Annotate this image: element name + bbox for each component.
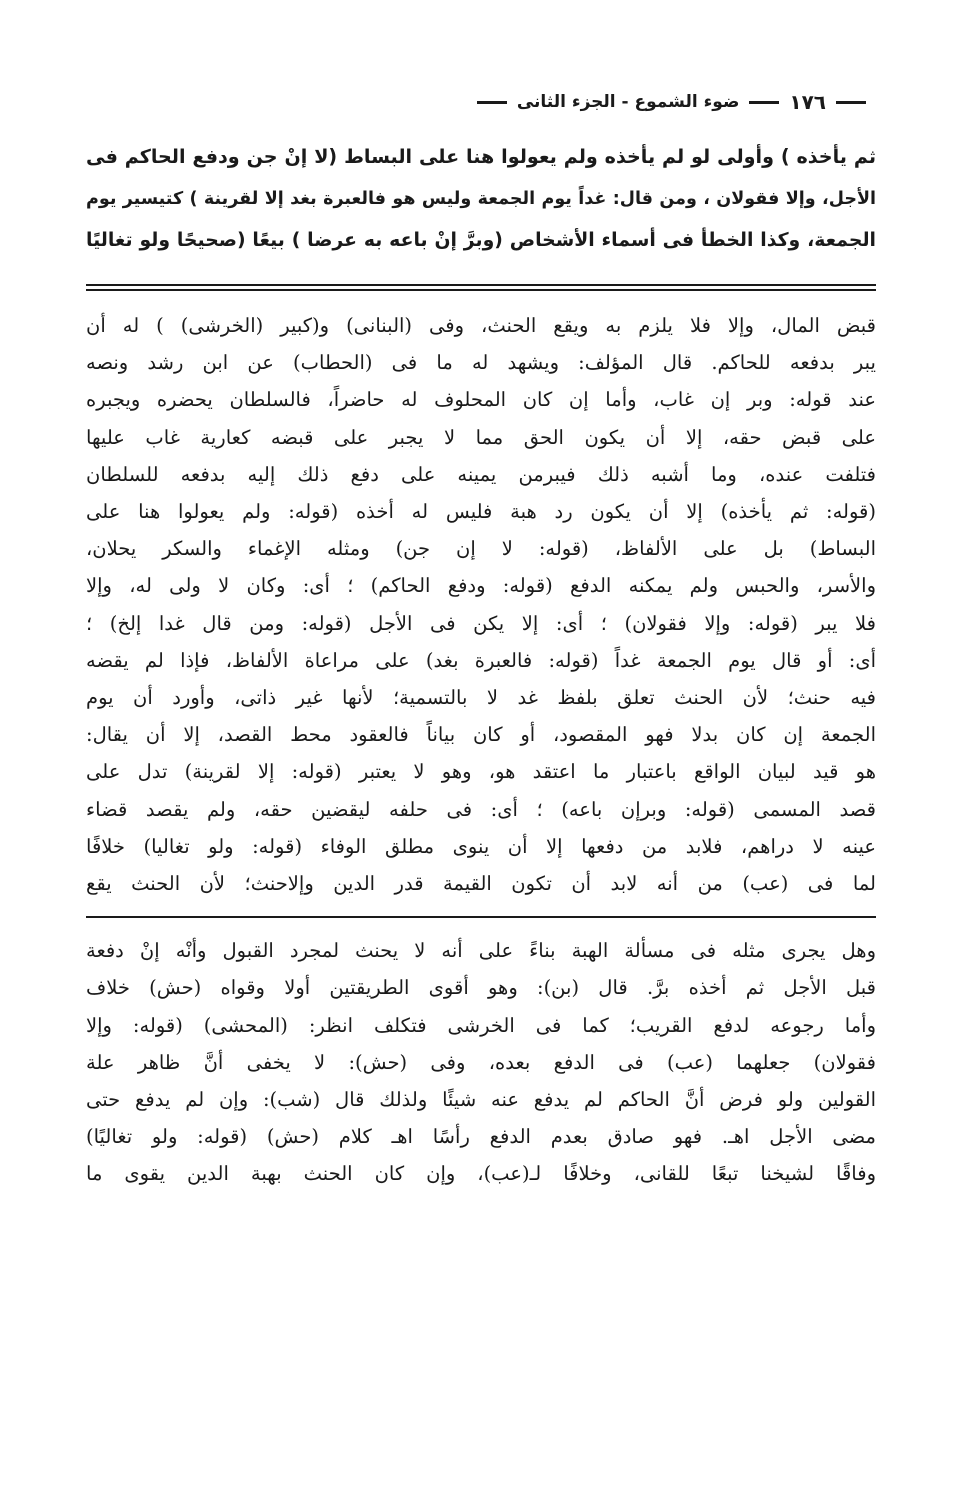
header-dash-right bbox=[836, 101, 866, 104]
footnote-divider bbox=[86, 916, 876, 918]
double-divider bbox=[86, 284, 876, 291]
footnote-line: قبل الأجل ثم أخذه برَّ. قال (بن): وهو أقوى الطريقتين أولا وقواه (حش) خلاف bbox=[86, 976, 876, 1000]
main-text-line: الجمعة، وكذا الخطأ فى أسماء الأشخاص (وبرَّ إنْ باعه به عرضا ) بيعًا (صحيحًا ولو تغاليًا bbox=[86, 230, 876, 251]
footnote-line: القولين ولو فرض أنَّ الحاكم لم يدفع عنه شيئًا ولذلك قال (شب): وإن لم يدفع حتى bbox=[86, 1088, 876, 1112]
book-page bbox=[86, 82, 876, 1193]
footnote-line: فقولان) جعلهما (عب) فى الدفع بعده، وفى (حش): لا يخفى أنَّ ظاهر علة bbox=[86, 1050, 876, 1074]
commentary-line: فتلفت عنده، وما أشبه ذلك فيبرمن يمينه على دفع ذلك إليه بدفعه للسلطان bbox=[86, 462, 876, 486]
book-title: ضوء الشموع - الجزء الثانى bbox=[516, 92, 740, 112]
commentary-line: فيه حنث؛ لأن الحنث تعلق بلفظ غد لا بالتسمية؛ لأنها غير ذاتى، وأورد أن يوم bbox=[86, 686, 876, 710]
commentary-line: والأسر، والحبس ولم يمكنه الدفع (قوله: ودفع الحاكم) ؛ أى: وكان لا ولى له، وإلا bbox=[86, 574, 876, 598]
commentary-line: لما فى (عب) من أنه لابد أن تكون القيمة قدر الدين وإلاحنث؛ لأن الحنث يقع bbox=[86, 872, 876, 896]
commentary-line: يبر بدفعه للحاكم. قال المؤلف: ويشهد له ما فى (الحطاب) عن ابن رشد ونصه bbox=[86, 351, 876, 375]
commentary-line: (قوله: ثم يأخذه) إلا أن يكون رد هبة فليس له أخذه (قوله: ولم يعولوا هنا على bbox=[86, 500, 876, 524]
commentary bbox=[86, 307, 876, 902]
footnote-line: وهل يجرى مثله فى مسألة الهبة بناءً على أنه لا يحنث لمجرد القبول وأنْه إنْ دفعة bbox=[86, 939, 876, 963]
footnotes bbox=[86, 932, 876, 1192]
commentary-line: عند قوله: وبر إن غاب، وأما إن كان المحلوف له حاضراً، فالسلطان يحضره ويجبره bbox=[86, 388, 876, 412]
commentary-line: عينه لا دراهم، فلابد من دفعها إلا أن ينوى مطلق الوفاء (قوله: ولو تغاليا) خلافًا bbox=[86, 834, 876, 858]
commentary-line: الجمعة إن كان بدلا فهو المقصود، أو كان بياناً فالعقود محط القصد، إلا أن يقال: bbox=[86, 723, 876, 747]
footnote-line: وفاقًا لشيخنا تبعًا للقانى، وخلافًا لـ(عب)، وإن كان الحنث بهبة الدين يقوى ما bbox=[86, 1162, 876, 1186]
footnote-line: مضى الأجل اهـ. فهو صادق بعدم الدفع رأسًا اهـ كلام (حش) (قوله: ولو تغاليًا) bbox=[86, 1125, 876, 1149]
commentary-line: على قبض حقه، إلا أن يكون الحق مما لا يجبر على قبضه كعارية غاب عليها bbox=[86, 425, 876, 449]
commentary-line: البساط) بل على الألفاظ، (قوله: لا إن جن) ومثله الإغماء والسكر يحلان، bbox=[86, 537, 876, 561]
page-number: ١٧٦ bbox=[789, 90, 826, 114]
header-dash-middle bbox=[749, 101, 779, 104]
main-text bbox=[86, 136, 876, 262]
header-dash-left bbox=[477, 101, 507, 104]
running-header bbox=[86, 82, 876, 122]
main-text-line: الأجل، وإلا فقولان ، ومن قال: غداً يوم الجمعة وليس هو فالعبرة بغد إلا لقرينة ) كتيسير يوم bbox=[86, 189, 876, 209]
commentary-line: فلا يبر (قوله: وإلا فقولان) ؛ أى: إلا يكن فى الأجل (قوله: ومن قال غدا إلخ) ؛ bbox=[86, 611, 876, 635]
commentary-line: قبض المال، وإلا فلا يلزم به ويقع الحنث، وفى (البنانى) و(كبير (الخرشى) ) له أن bbox=[86, 314, 876, 337]
commentary-line: أى: أو قال يوم الجمعة غداً (قوله: فالعبرة بغد) على مراعاة الألفاظ، فإذا لم يقضه bbox=[86, 648, 876, 672]
commentary-line: قصد المسمى (قوله: وبرإن باعه) ؛ أى: فى حلفه ليقضين حقه، ولم يقصد قضاء bbox=[86, 797, 876, 821]
footnote-line: وأما رجوعه لدفع القريب؛ كما فى الخرشى فتكلف انظر: (المحشى) (قوله: وإلا bbox=[86, 1013, 876, 1037]
commentary-line: هو قيد لبيان الواقع باعتبار ما اعتقد هو، وهو لا يعتبر (قوله: إلا لقرينة) تدل على bbox=[86, 760, 876, 784]
main-text-line: ثم يأخذه ) وأولى لو لم يأخذه ولم يعولوا هنا على البساط (لا إنْ جن ودفع الحاكم فى bbox=[86, 145, 876, 168]
